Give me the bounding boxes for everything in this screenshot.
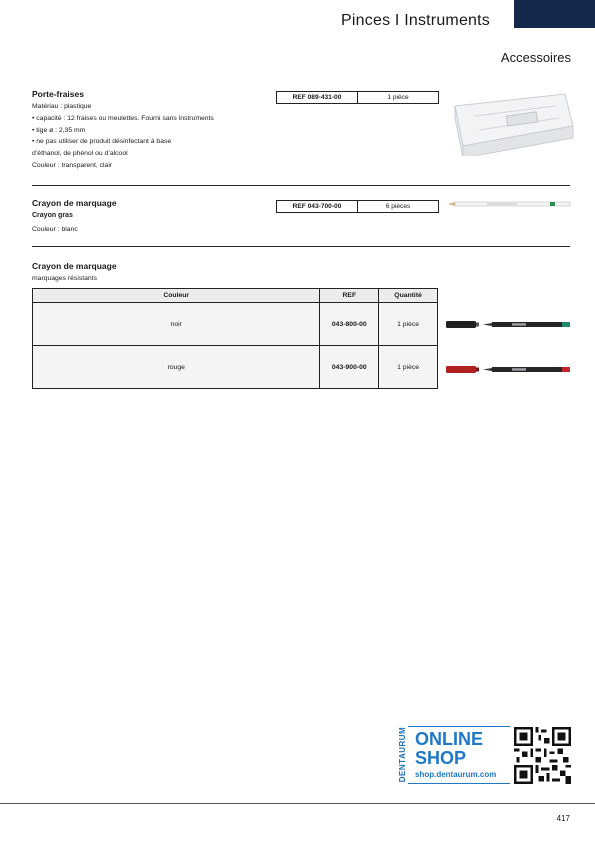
shop-url-link[interactable]: shop.dentaurum.com [415, 770, 497, 779]
header-color-tab [514, 0, 595, 28]
shop-title-line1[interactable]: ONLINE [415, 729, 484, 749]
section-divider [32, 185, 570, 186]
ref-box [276, 91, 439, 104]
product-description [32, 101, 214, 172]
table-row [33, 346, 438, 389]
column-header-couleur: Couleur [33, 289, 320, 303]
shop-frame-line [408, 783, 510, 784]
cell-couleur: rouge [33, 346, 320, 389]
ref-quantity: 1 pièce [387, 94, 409, 101]
black-marker-image [446, 319, 574, 331]
white-pencil-image [447, 200, 573, 208]
description-line: • capacité : 12 fraises ou meulettes. Fourni sans instruments [32, 114, 214, 122]
page-number: 417 [556, 814, 570, 823]
ref-quantity: 6 pièces [385, 203, 411, 210]
section-divider [32, 246, 570, 247]
product-title: Crayon de marquage [32, 261, 117, 271]
column-header-ref: REF [320, 289, 379, 303]
description-line: • tige ø : 2,35 mm [32, 126, 86, 134]
shop-brand-text: DENTAURUM [398, 726, 408, 783]
description-line: Couleur : blanc [32, 226, 78, 233]
ref-number: REF 089-431-00 [277, 92, 358, 103]
cell-ref: 043-800-00 [320, 303, 379, 346]
shop-brand-vertical [393, 728, 413, 784]
cell-couleur: noir [33, 303, 320, 346]
product-title: Crayon de marquage [32, 198, 117, 208]
ref-number: REF 043-700-00 [277, 201, 358, 212]
column-header-quantite: Quantité [379, 289, 438, 303]
product-title: Porte-fraises [32, 89, 84, 99]
footer-divider [0, 803, 595, 804]
description-line: • ne pas utiliser de produit désinfectant à base [32, 138, 172, 146]
cell-ref: 043-900-00 [320, 346, 379, 389]
description-line: Couleur : transparent, clair [32, 161, 113, 169]
shop-frame-line [408, 726, 510, 727]
red-marker-image [446, 364, 574, 376]
cell-quantite: 1 pièce [379, 346, 438, 389]
description-line: Matériau : plastique [32, 103, 92, 110]
page-header-title: Pinces I Instruments [341, 12, 490, 29]
cell-quantite: 1 pièce [379, 303, 438, 346]
description-line: d’éthanol, de phénol ou d’alcool [32, 150, 128, 158]
ref-box [276, 200, 439, 213]
shop-title-line2[interactable]: SHOP [415, 748, 467, 768]
description-line: marquages résistants [32, 275, 97, 282]
qr-code-icon[interactable] [514, 727, 571, 784]
bur-holder-image [445, 86, 577, 156]
product-table [32, 288, 438, 389]
section-title: Accessoires [500, 50, 571, 65]
table-row [33, 303, 438, 346]
table-header-row [33, 289, 438, 303]
product-subtitle: Crayon gras [32, 212, 73, 219]
